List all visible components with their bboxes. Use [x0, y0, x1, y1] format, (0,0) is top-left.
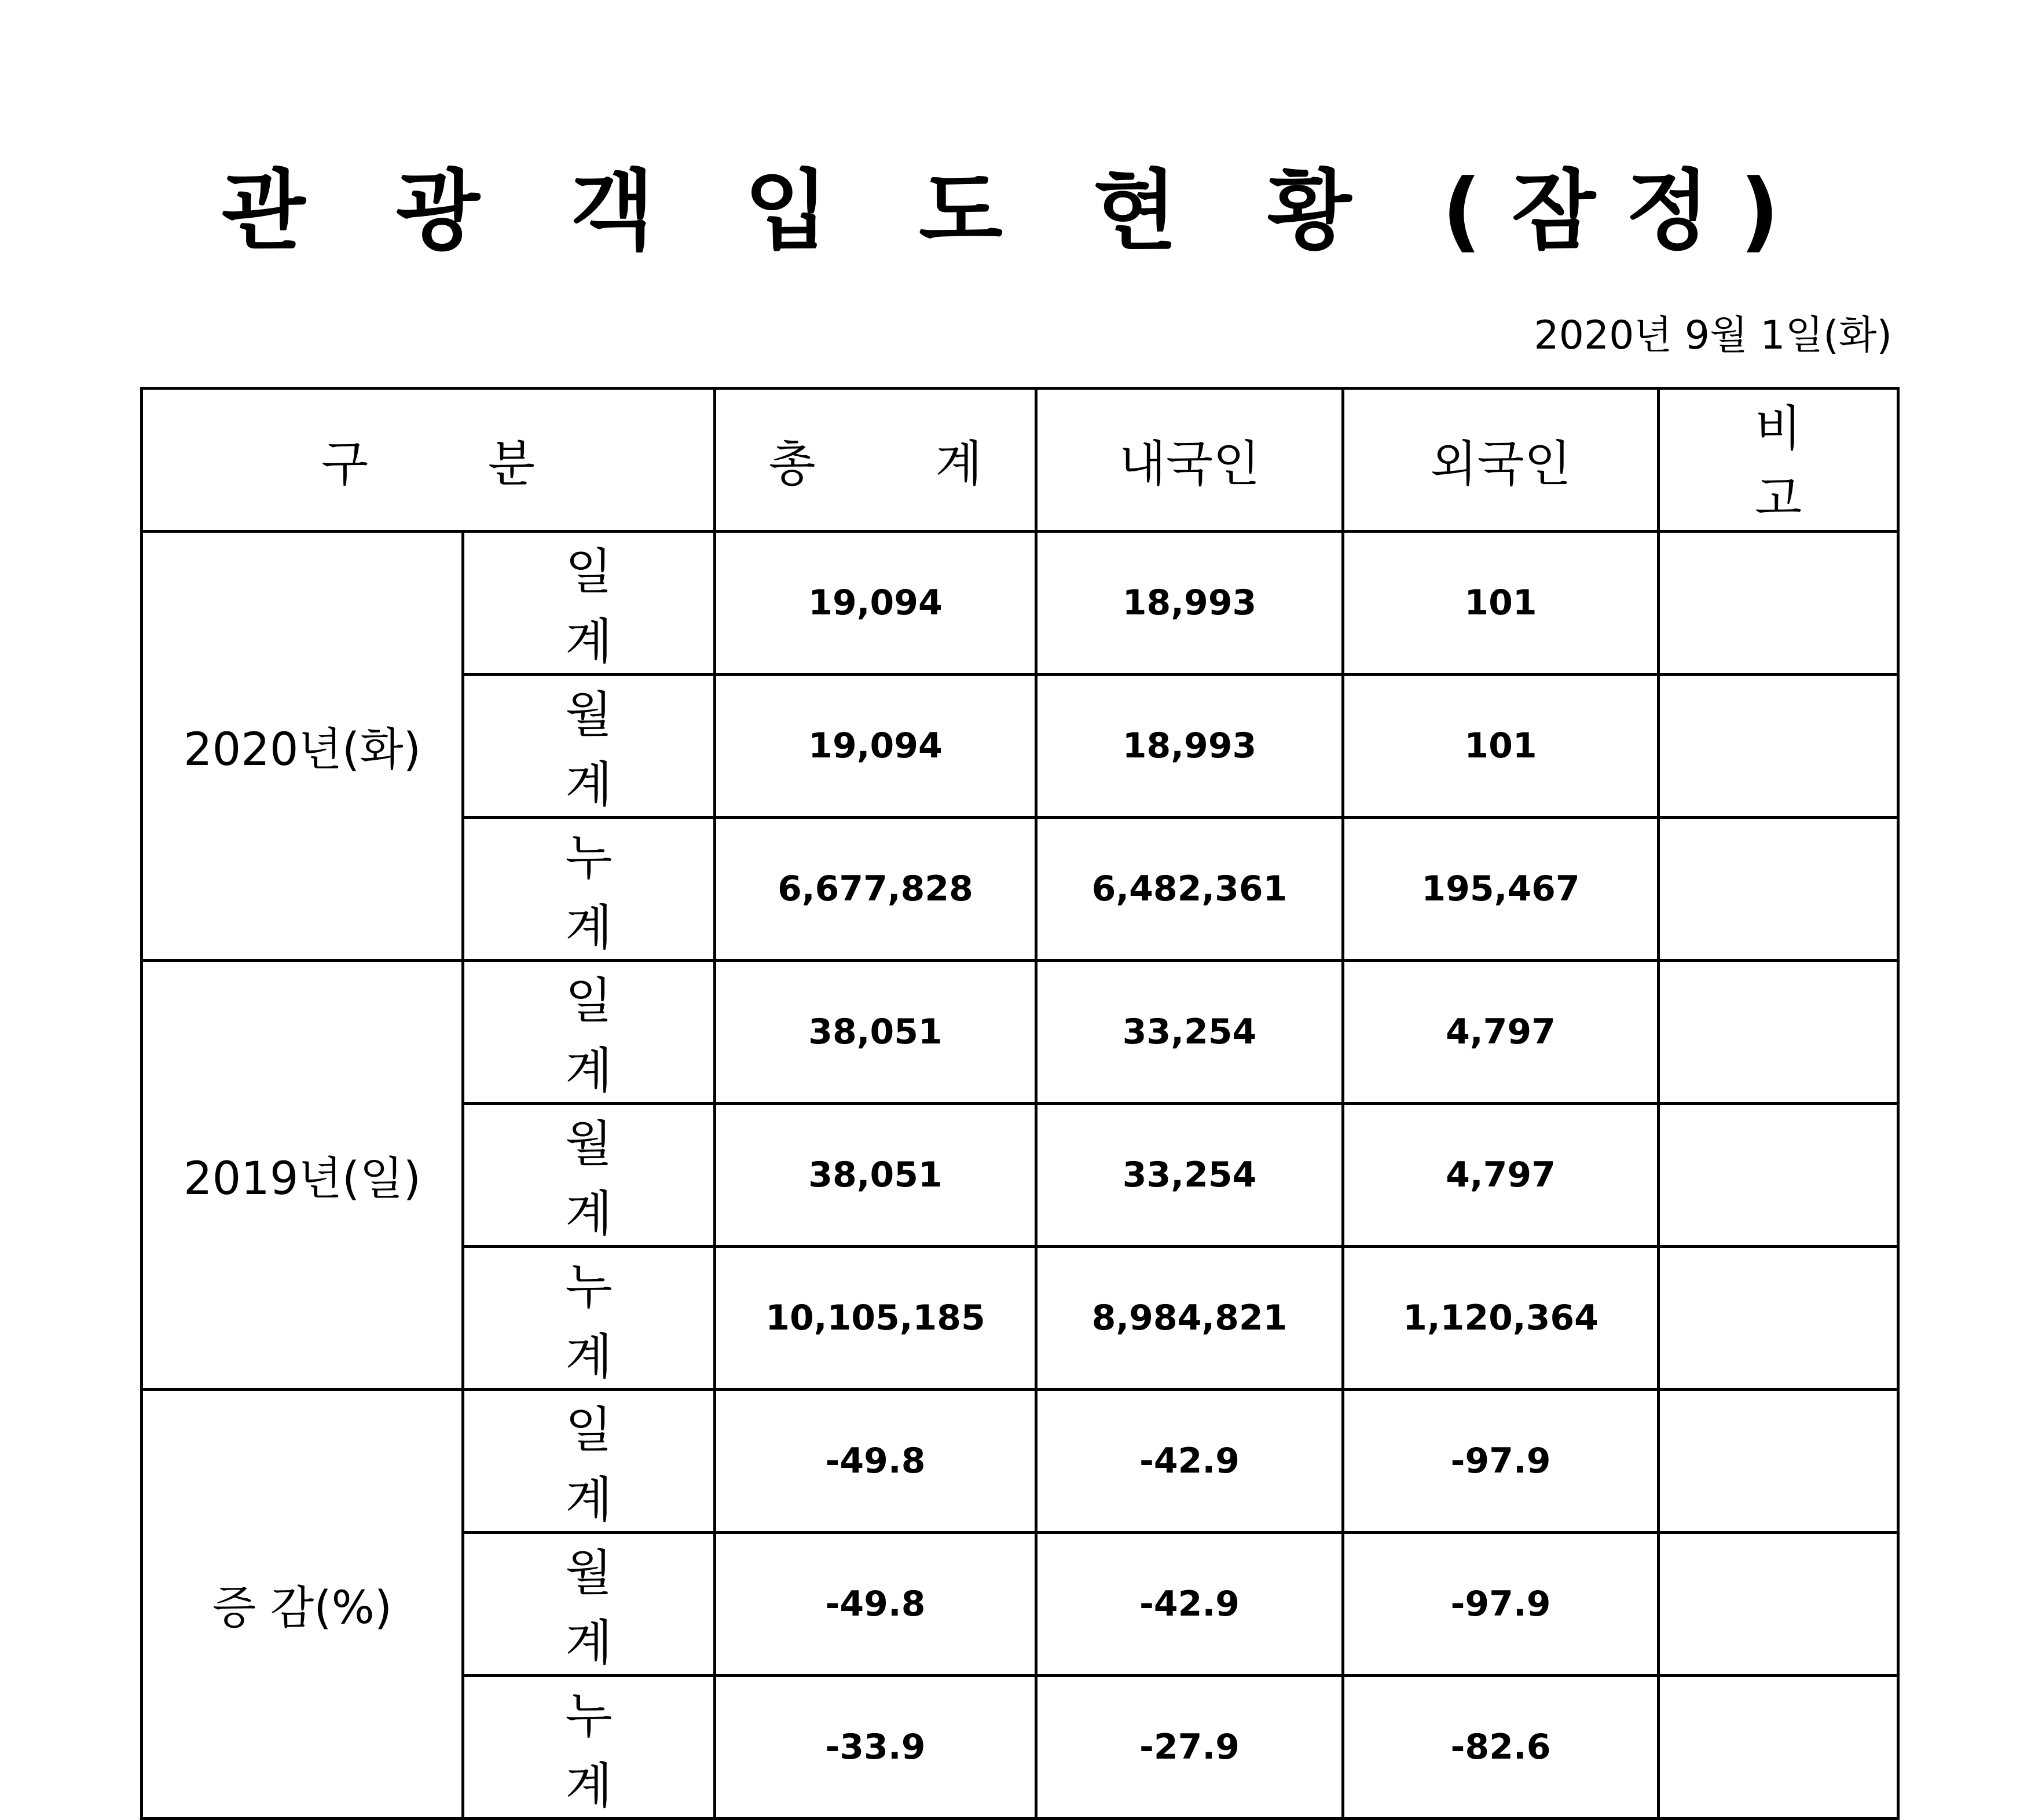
report-date: 2020년 9월 1일(화)	[1534, 313, 1892, 358]
cell-remarks	[1659, 818, 1898, 961]
group-label: 2020년(화)	[142, 532, 463, 961]
cell-remarks	[1659, 1390, 1898, 1533]
cell-total: 10,105,185	[715, 1247, 1036, 1390]
cell-domestic: -42.9	[1036, 1390, 1343, 1533]
row-label: 일 계	[463, 532, 715, 675]
cell-foreign: 4,797	[1343, 961, 1659, 1104]
table-row	[142, 1390, 1898, 1533]
cell-domestic: 18,993	[1036, 675, 1343, 818]
page-title: 관 광 객 입 도 현 황 (잠정)	[221, 161, 1810, 262]
header-total: 총 계	[715, 389, 1036, 532]
table-row	[142, 961, 1898, 1104]
cell-foreign: 4,797	[1343, 1104, 1659, 1247]
cell-foreign: -97.9	[1343, 1390, 1659, 1533]
cell-foreign: 101	[1343, 532, 1659, 675]
cell-foreign: -97.9	[1343, 1533, 1659, 1676]
cell-foreign: 1,120,364	[1343, 1247, 1659, 1390]
row-label: 누 계	[463, 818, 715, 961]
header-row	[142, 389, 1898, 532]
tourist-arrivals-table	[140, 387, 1900, 1820]
cell-total: 6,677,828	[715, 818, 1036, 961]
cell-remarks	[1659, 1676, 1898, 1819]
cell-total: 19,094	[715, 675, 1036, 818]
row-label: 누 계	[463, 1247, 715, 1390]
header-domestic: 내국인	[1036, 389, 1343, 532]
cell-domestic: 33,254	[1036, 1104, 1343, 1247]
row-label: 월 계	[463, 1533, 715, 1676]
cell-foreign: 195,467	[1343, 818, 1659, 961]
group-label: 2019년(일)	[142, 961, 463, 1390]
cell-remarks	[1659, 1247, 1898, 1390]
row-label: 월 계	[463, 675, 715, 818]
row-label: 월 계	[463, 1104, 715, 1247]
cell-total: -49.8	[715, 1533, 1036, 1676]
cell-domestic: -42.9	[1036, 1533, 1343, 1676]
cell-remarks	[1659, 675, 1898, 818]
cell-remarks	[1659, 532, 1898, 675]
cell-domestic: 8,984,821	[1036, 1247, 1343, 1390]
cell-remarks	[1659, 1533, 1898, 1676]
header-category: 구 분	[142, 389, 715, 532]
table-row	[142, 532, 1898, 675]
row-label: 일 계	[463, 961, 715, 1104]
group-label: 증 감(%)	[142, 1390, 463, 1819]
cell-total: -49.8	[715, 1390, 1036, 1533]
row-label: 누 계	[463, 1676, 715, 1819]
cell-total: 38,051	[715, 1104, 1036, 1247]
cell-remarks	[1659, 1104, 1898, 1247]
header-remarks: 비 고	[1659, 389, 1898, 532]
cell-total: 38,051	[715, 961, 1036, 1104]
cell-total: 19,094	[715, 532, 1036, 675]
cell-domestic: 6,482,361	[1036, 818, 1343, 961]
cell-domestic: 33,254	[1036, 961, 1343, 1104]
cell-domestic: -27.9	[1036, 1676, 1343, 1819]
cell-foreign: 101	[1343, 675, 1659, 818]
cell-remarks	[1659, 961, 1898, 1104]
cell-foreign: -82.6	[1343, 1676, 1659, 1819]
cell-total: -33.9	[715, 1676, 1036, 1819]
cell-domestic: 18,993	[1036, 532, 1343, 675]
header-foreign: 외국인	[1343, 389, 1659, 532]
row-label: 일 계	[463, 1390, 715, 1533]
